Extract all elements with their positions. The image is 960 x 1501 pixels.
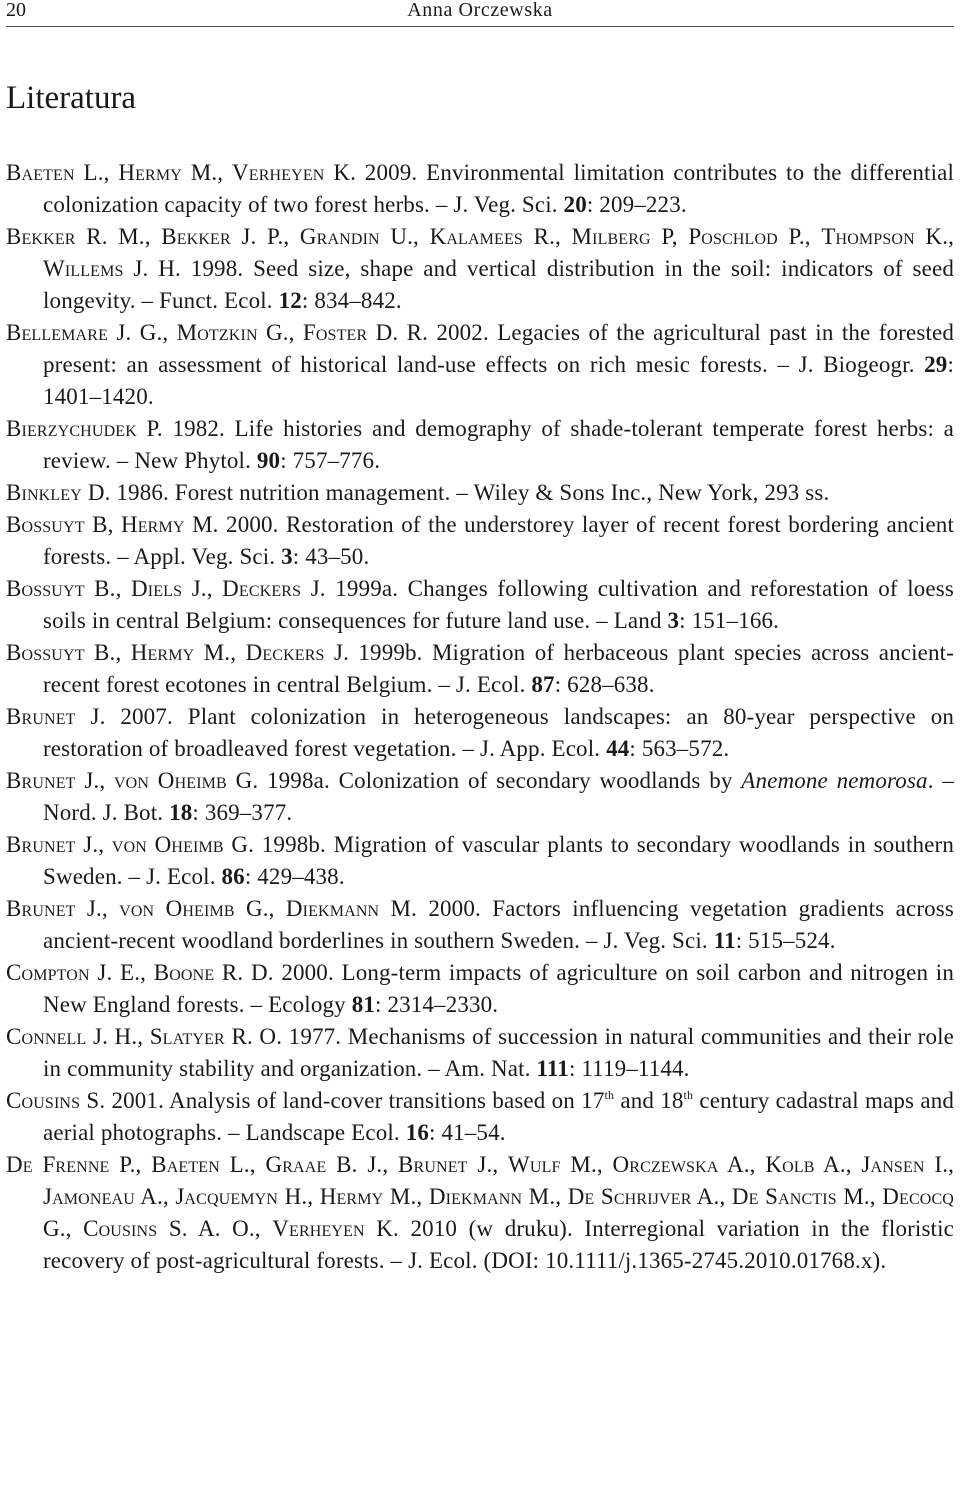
author-name: Graae [265,1152,327,1177]
volume-number: 3 [281,544,293,569]
author-name: Brunet [6,896,76,921]
reference-text: : 757–776. [280,448,381,473]
author-name: Decocq [882,1184,955,1209]
author-name: Foster [302,320,368,345]
volume-number: 16 [405,1120,430,1145]
author-name: Brunet [398,1152,468,1177]
reference-text: : 2314–2330. [375,992,499,1017]
volume-number: 12 [278,288,302,313]
author-name: De Sanctis [731,1184,837,1209]
author-name: Bellemare [6,320,109,345]
reference-entry [6,509,954,573]
volume-number: 44 [606,736,630,761]
reference-text: A., [691,1184,732,1209]
reference-text: H., [278,1184,320,1209]
reference-text: : 429–438. [244,864,345,889]
reference-text: P., [109,1152,152,1177]
reference-text: : 563–572. [629,736,730,761]
reference-entry [6,1021,954,1085]
reference-entry [6,157,954,221]
reference-text: G. 1998a. Colonization of secondary woodlands by [226,768,742,793]
reference-text: M. 2000. Factors influencing vegetation gradients across ancient-recent woodland borderlines in southern Sweden. – J. Veg. Sci. [43,896,954,953]
reference-entry [6,765,954,829]
reference-text: B., [84,576,132,601]
reference-entry [6,221,954,317]
reference-text: L., [219,1152,266,1177]
reference-text: J., [467,1152,509,1177]
author-name: Bekker [6,224,76,249]
reference-entry [6,573,954,637]
reference-text: S. A. O., [157,1216,273,1241]
reference-text: U., [379,224,430,249]
superscript: th [683,1088,694,1102]
reference-entry [6,1149,954,1277]
reference-text: S. 2001. Analysis of land-cover transitions based on 17 [80,1088,605,1113]
superscript: th [604,1088,615,1102]
reference-text: L., [74,160,119,185]
reference-text: J. E., [89,960,154,985]
reference-text: century cadastral maps and aerial photographs. – Landscape Ecol. [43,1088,954,1145]
reference-text: J., [75,832,112,857]
reference-text: B. J., [326,1152,399,1177]
author-name: Hermy [130,640,195,665]
reference-text: P, [650,224,689,249]
author-name: Verheyen [232,160,325,185]
author-name: Motzkin [176,320,258,345]
reference-text: J. G., [108,320,177,345]
author-name: von Oheimb [111,832,224,857]
reference-text: . – Nord. J. Bot. [43,768,954,825]
reference-entry [6,957,954,1021]
reference-text: A., [814,1152,862,1177]
reference-text: J. 2007. Plant colonization in heterogeneous landscapes: an 80-year perspective on restoration of broadleaved forest vegetation. – J. App. Ecol. [43,704,954,761]
species-name: Anemone nemorosa [741,768,928,793]
reference-text: M., [181,160,233,185]
volume-number: 3 [667,608,680,633]
reference-text: J. H. 1998. Seed size, shape and vertical distribution in the soil: indicators of seed longevity. – Funct. Ecol. [43,256,954,313]
author-name: Bossuyt [6,640,85,665]
author-name: Grandin [299,224,380,249]
reference-entry [6,893,954,957]
author-name: von Oheimb [119,896,235,921]
volume-number: 86 [221,864,245,889]
author-name: Compton [6,960,90,985]
reference-entry [6,637,954,701]
author-name: Verheyen [272,1216,365,1241]
author-name: Deckers [222,576,302,601]
author-name: Jacquemyn [175,1184,279,1209]
reference-text: : 628–638. [554,672,655,697]
reference-text: J. P., [230,224,300,249]
reference-text: M., [836,1184,883,1209]
author-name: Connell [6,1024,87,1049]
reference-text: : 151–166. [679,608,780,633]
running-header [6,0,954,27]
section-title: Literatura [6,80,137,116]
author-name: Baeten [151,1152,220,1177]
author-name: Brunet [6,704,76,729]
reference-text: J., [182,576,223,601]
reference-text: G. 1998b. Migration of vascular plants to secondary woodlands in southern Sweden. – J. Ecol. [43,832,954,889]
reference-text: J. 1999b. Migration of herbaceous plant species across ancient-recent forest ecotones in central Belgium. – J. Ecol. [43,640,954,697]
reference-text: R., [522,224,572,249]
reference-text: K., [914,224,954,249]
reference-text: M. 2000. Restoration of the understorey layer of recent forest bordering ancient forests. – Appl. Veg. Sci. [43,512,954,569]
author-name: von Oheimb [113,768,227,793]
reference-entry [6,413,954,477]
reference-text: D. R. 2002. Legacies of the agricultural past in the forested present: an assessment of historical land-use effects on rich mesic forests. – J. Biogeogr. [43,320,954,377]
volume-number: 18 [169,800,193,825]
author-name: De Schrijver [567,1184,692,1209]
reference-text: I., [924,1152,954,1177]
author-name: Brunet [6,768,76,793]
reference-text: J., [75,768,114,793]
reference-text: R. D. 2000. Long-term impacts of agriculture on soil carbon and nitrogen in New England forests. – Ecology [43,960,954,1017]
reference-text: and 18 [614,1088,684,1113]
reference-text: : 209–223. [586,192,687,217]
reference-text: P., [777,224,822,249]
volume-number: 111 [536,1056,569,1081]
author-name: Willems [43,256,124,281]
reference-entry [6,477,954,509]
reference-text: G., [257,320,303,345]
volume-number: 20 [563,192,587,217]
author-name: Kalamees [429,224,523,249]
reference-text: : 1119–1144. [568,1056,690,1081]
author-name: Poschlod [688,224,778,249]
reference-entry [6,317,954,413]
author-name: Bossuyt [6,576,85,601]
author-name: Hermy [319,1184,384,1209]
author-name: Hermy [118,160,182,185]
reference-text: P. 1982. Life histories and demography of shade-tolerant temperate forest herbs: a review. – New Phytol. [43,416,954,473]
reference-text: B., [84,640,131,665]
reference-text: G., [234,896,286,921]
reference-text: : 369–377. [192,800,293,825]
author-name: Boone [153,960,215,985]
reference-entry [6,701,954,765]
reference-text: A., [718,1152,766,1177]
author-name: Bierzychudek [6,416,137,441]
volume-number: 29 [924,352,948,377]
reference-list [6,157,954,1277]
author-name: Slatyer [149,1024,225,1049]
author-name: Brunet [6,832,76,857]
author-name: Wulf [508,1152,561,1177]
author-name: Cousins [83,1216,158,1241]
author-name: Diekmann [428,1184,523,1209]
author-name: Diels [131,576,183,601]
reference-entry [6,1085,954,1149]
reference-text: K. 2010 (w druku). Interregional variation in the floristic recovery of post-agricultural forests. – J. Ecol. (DOI: 10.1111/j.1365-2745.2010.01768.x). [43,1216,954,1273]
author-name: Kolb [765,1152,815,1177]
volume-number: 87 [531,672,555,697]
author-name: Jansen [861,1152,925,1177]
author-name: Bekker [161,224,231,249]
author-name: Jamoneau [43,1184,135,1209]
page-number: 20 [6,0,26,21]
reference-text: : 43–50. [292,544,370,569]
reference-text: : 1401–1420. [43,352,954,409]
reference-text: K. 2009. Environmental limitation contributes to the differential colonization capacity of two forest herbs. – J. Veg. Sci. [43,160,955,217]
reference-text: : 41–54. [429,1120,506,1145]
reference-text: A., [134,1184,176,1209]
author-name: Milberg [571,224,651,249]
reference-text: R. O. 1977. Mechanisms of succession in natural communities and their role in community stability and organization. – Am. Nat. [43,1024,954,1081]
author-name: De Frenne [6,1152,110,1177]
reference-text: M., [383,1184,429,1209]
reference-text: M., [560,1152,613,1177]
author-name: Hermy [121,512,185,537]
author-name: Diekmann [285,896,380,921]
reference-text: J. 1999a. Changes following cultivation and reforestation of loess soils in central Belgium: consequences for future land use. – Land [43,576,954,633]
author-name: Bossuyt [6,512,85,537]
reference-text: M., [194,640,246,665]
reference-text: : 834–842. [301,288,402,313]
reference-text: J., [75,896,120,921]
running-head-author: Anna Orczewska [407,0,553,21]
reference-text: J. H., [86,1024,150,1049]
reference-text: B, [84,512,121,537]
reference-text: G., [43,1216,84,1241]
reference-entry [6,829,954,893]
volume-number: 90 [256,448,281,473]
author-name: Cousins [6,1088,81,1113]
author-name: Baeten [6,160,75,185]
reference-text: : 515–524. [735,928,836,953]
reference-text: R. M., [75,224,162,249]
volume-number: 81 [351,992,376,1017]
author-name: Orczewska [612,1152,719,1177]
author-name: Deckers [245,640,325,665]
volume-number: 11 [713,928,736,953]
reference-text: M., [522,1184,568,1209]
author-name: Binkley [6,480,82,505]
author-name: Thompson [821,224,915,249]
reference-text: D. 1986. Forest nutrition management. – Wiley & Sons Inc., New York, 293 ss. [81,480,830,505]
